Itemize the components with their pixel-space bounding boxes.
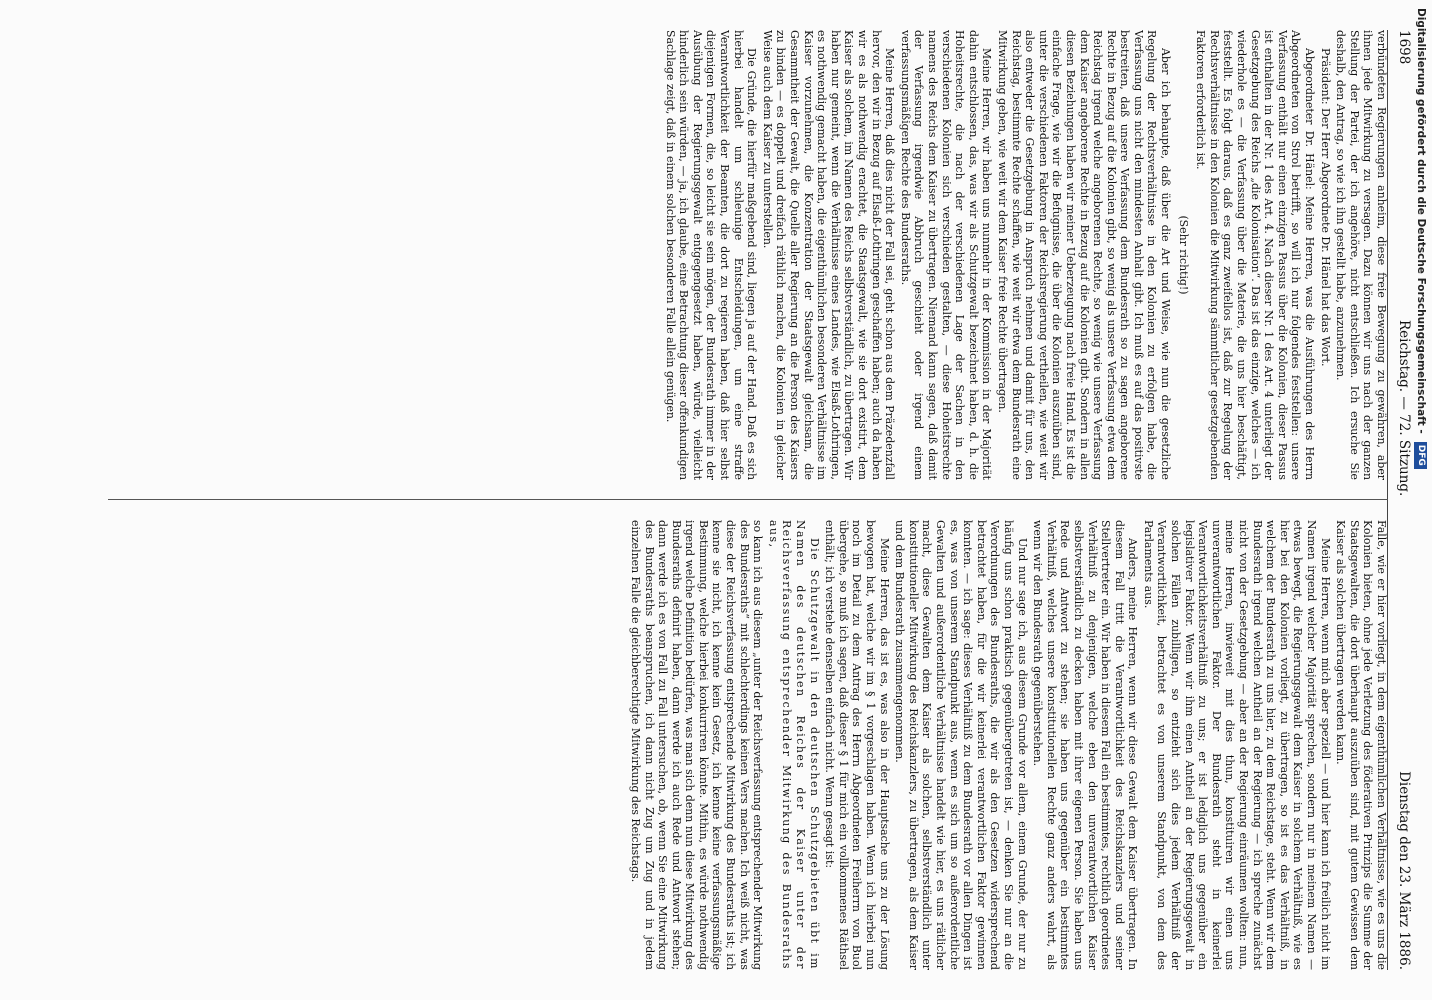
credit-text: Digitalisierung gefördert durch die Deutsche Forschungsgemeinschaft - bbox=[1415, 8, 1427, 434]
paragraph: Präsident: Der Herr Abgeordnete Dr. Hänel hat das Wort. bbox=[1318, 48, 1332, 367]
paragraph: Aber ich behaupte, daß über die Art und Weise, wie nun die gesetzliche Regelung der Rechtsverhältnisse in den Kolonien zu erfolgen habe, die Verfassung uns nicht den mindesten Anhalt gibt. Ich muß es auf das positivste bestreiten, daß unsere Verfassung dem Bundesrath so zu sagen angeborene Rechte in Bezug auf die Kolonien gibt, so wenig als unsere Verfassung etwa dem Reichstag irgend welche angeborenen Rechte, so wenig wie unsere Verfassung dem Kaiser angeborene Rechte in Bezug auf die Kolonien gibt. Sondern in allen diesen Beziehungen haben wir meiner Ueberzeugung nach freie Hand. Es ist die einfache Frage, wie wir die Befugnisse, die über die Kolonien auszuüben sind, unter die verschiedenen Faktoren der Reichsregierung vertheilen, wie weit wir also entweder die Gesetzgebung in Anspruch nehmen und damit für uns, den Reichstag, bestimmte Rechte schaffen, wie weit wir etwa dem Bundesrath eine Mitwirkung geben, wie weit wir dem Kaiser freie Rechte übertragen. bbox=[995, 30, 1173, 480]
paragraph: Die Gründe, die hierfür maßgebend sind, liegen ja auf der Hand. Daß es sich hierbei handelt um schleunige Entscheidungen, um eine straffe Verantwortlichkeit der Beamten, die dort zu regieren haben, daß hier selbst diejenigen Formen, die, so leicht sie sein mögen, der Bundesrath immer in der Ausübung der Regierungsgewalt entgegengesetzt haben, würde, vielleicht hinderlich sein würden, — ja, ich glaube, eine Betrachtung dieser offenkundigen Sachlage zeigt, daß in einem solchen besonderen Falle allein genügen. bbox=[663, 30, 759, 480]
column-divider bbox=[108, 499, 1388, 500]
paragraph: verbündeten Regierungen anheim, diese freie Bewegung zu gewähren, aber ihnen jede Mitwirkung zu versagen. Dazu können wir uns nach der ganzen Stellung der Partei, der ich angehöre, nicht entschließen. Ich ersuche Sie deshalb, den Antrag, so wie ich ihn gestellt habe, anzunehmen. bbox=[1334, 30, 1388, 480]
paragraph: Meine Herren, wenn mich aber speziell — und hier kann ich freilich nicht im Namen irgend welcher Majorität sprechen, sondern nur in meinem Namen — etwas bewegt, die Regierungsgewalt dem Kaiser in solchem Verhältniß, wie es hier bei den Kolonien vorliegt, zu übertragen, so ist es das Verhältniß, in welchem der Bundesrath zu uns hier, zu dem Reichstage, steht. Wenn wir dem Bundesrath irgend welchen Antheil an der Regierung — ich spreche zunächst nicht von der Gesetzgebung — aber an der Regierung einräumen wollten: nun, meine Herren, inwieweit mit dies thun, konstituiren wir einen uns unverantwortlichen Faktor. Der Bundesrath steht in keinerlei Verantwortlichkeitsverhältniß zu uns; er ist lediglich uns gegenüber ein legislativer Faktor. Wenn wir ihm einen Antheil an der Regierungsgewalt in solchen Fällen zubilligen, so entzieht sich dies jedem Verhältniß der Verantwortlichkeit, betrachtet es von unserem Standpunkt, von dem des Parlaments aus. bbox=[1141, 520, 1332, 970]
left-column bbox=[88, 30, 1388, 480]
quoted-paragraph: Die Schutzgewalt in den deutschen Schutzgebieten übt im Namen des deutschen Reiches der Kaiser unter der Reichsverfassung entsprechender Mitwirkung des Bundesraths aus, bbox=[766, 520, 821, 970]
session-title: Reichstag. — 72. Sitzung. bbox=[1396, 320, 1412, 497]
right-column bbox=[88, 520, 1388, 970]
paragraph: Meine Herren, wir haben uns nunmehr in der Kommission in der Majorität dahin entschlossen, das, was wir als Schutzgewalt bezeichnet haben, d. h. die Hoheitsrechte, die nach der verschiedenen Lage der Sachen in den verschiedenen Kolonien sich verschieden gestalten, — diese Hoheitsrechte namens des Reichs dem Kaiser zu übertragen. Niemand kann sagen, daß damit der Verfassung irgendwie Abbruch geschieht oder irgend einem verfassungsmäßigen Rechte des Bundesraths. bbox=[898, 30, 994, 480]
paragraph: Anders, meine Herren, wenn wir diese Gewalt dem Kaiser übertragen. In diesem Fall tritt die Verantwortlichkeit des Reichskanzlers und seiner Stellvertreter ein. Wir haben in diesem Fall ein bestimmtes, rechtlich geordnetes Verhältniß zu denjenigen, welche eben den unverantwortlichen Kaiser selbstverständlich zu decken haben mit ihrer eigenen Person. Sie haben uns Rede und Antwort zu stehen; sie haben uns gegenüber ein bestimmtes Verhältniß, welches unsere konstitutionellen Rechte ganz anders wahrt, als wenn wir den Bundesrath gegenüberstehen. bbox=[1031, 520, 1140, 970]
paragraph: so kann ich aus diesem „unter der Reichsverfassung entsprechender Mitwirkung des Bundesraths“ mit schlechterdings keinen Vers machen. Ich weiß nicht, was diese der Reichsverfassung entsprechende Mitwirkung des Bundesraths ist; ich kenne sie nicht, ich kenne kein Gesetz, ich kenne keine verfassungsmäßige Bestimmung, welche hierbei konkurriren könnte. Mithin, es würde nothwendig irgend welche Definition bedürfen, was man sich denn nun diese Mitwirkung des Bundesraths definirt haben, dann werde ich auch Rede und Antwort stehen; dann werde ich es von Fall zu Fall untersuchen, ob, wenn Sie eine Mitwirkung des Bundesraths beanspruchen, ich dann nicht Zug um Zug und in jedem einzelnen Falle die gleichberechtigte Mitwirkung des Reichstags. bbox=[628, 520, 765, 970]
session-date: Dienstag den 23. März 1886. bbox=[1396, 771, 1412, 970]
paragraph: Und nur sage ich, aus diesem Grunde vor allem, einem Grunde, der nur zu häufig uns schon praktisch gegenübergetreten ist, — denken Sie nur an die Verordnungen des Bundesraths, die wir als den Gesetzen widersprechend betrachtet haben, für die wir keinerlei verantwortlichen Faktor gewinnen konnten. — ich sage: dieses Verhältniß zu dem Bundesrath vor allen Dingen ist es, was von unserem Standpunkt aus, wenn es sich um so außerordentliche Gewalten und außerordentliche Verhältnisse handelt wie hier, es uns rätlicher macht, diese Gewalten dem Kaiser als solchen, selbstverständlich unter konstitutioneller Mitwirkung des Reichskanzlers, zu übertragen, als dem Kaiser und dem Bundesrath zusammengenommen. bbox=[893, 520, 1029, 970]
dfg-logo: DFG bbox=[1415, 442, 1428, 469]
paragraph: Meine Herren, das ist es, was also in der Hauptsache uns zu der Lösung bewogen hat, welche wir im § 1 vorgeschlagen haben. Wenn ich hierbei nun noch im Detail zu dem Antrag des Herrn Abgeordneten Freiherrn von Buol übergehe, so muß ich sagen, daß dieser § 1 für mich ein vollkommenes Räthsel enthält; ich verstehe denselben einfach nicht. Wenn gesagt ist: bbox=[823, 520, 891, 970]
paragraph: Meine Herren, daß dies nicht der Fall sei, geht schon aus dem Präzedenzfall hervor, den wir in Bezug auf Elsaß-Lothringen geschaffen haben; auch da haben wir es als nothwendig erachtet, die Staatsgewalt, wie sie dort existirt, dem Kaiser als solchem, im Namen des Reichs selbstverständlich, zu übertragen. Wir haben nur gemeint, wenn die Verhältnisse eines Landes, wie Elsaß-Lothringen, es nothwendig gemacht haben, die eigenthümlichen besonderen Verhältnisse im Kaiser vorzunehmen, die Konzentration der Staatsgewalt gleichsam, die Gesammtheit der Gewalt, die Quelle aller Regierung an die Person des Kaisers zu binden — es doppelt und dreifach räthlich machen, die Kolonien in gleicher Weise auch dem Kaiser zu unterstellen. bbox=[760, 30, 897, 480]
digitization-credit bbox=[1410, 0, 1432, 1000]
interjection: (Sehr richtig!) bbox=[1176, 215, 1190, 295]
paragraph: Falle, wie er hier vorliegt, in dem eigenthümlichen Verhältnisse, wie es uns die Kolonien bieten, ohne jede Verletzung des föderativen Prinzips die Summe der Staatsgewalten, die dort überhaupt auszuüben sind, mit gutem Gewissen dem Kaiser als solchen übertragen werden kann. bbox=[1334, 520, 1388, 970]
paragraph: Abgeordneter Dr. Hänel: Meine Herren, was die Ausführungen des Herrn Abgeordneten von Strol betrifft, so will ich nur folgendes feststellen: unsere Verfassung enthält nur einen einzigen Passus über die Kolonien, dieser Passus ist enthalten in der Nr. 1 des Art. 4. Nach dieser Nr. 1 des Art. 4 unterliegt der Gesetzgebung des Reichs „die Kolonisation“. Das ist das einzige, welches — ich wiederhole es — die Verfassung über die Materie, die uns hier beschäftigt, feststellt. Es folgt daraus, daß es ganz zweifellos ist, daß zur Regelung der Rechtsverhältnisse in den Kolonien die Mitwirkung sämmtlicher gesetzgebenden Faktoren erforderlich ist. bbox=[1194, 30, 1317, 480]
page-number: 1698 bbox=[1396, 30, 1412, 65]
